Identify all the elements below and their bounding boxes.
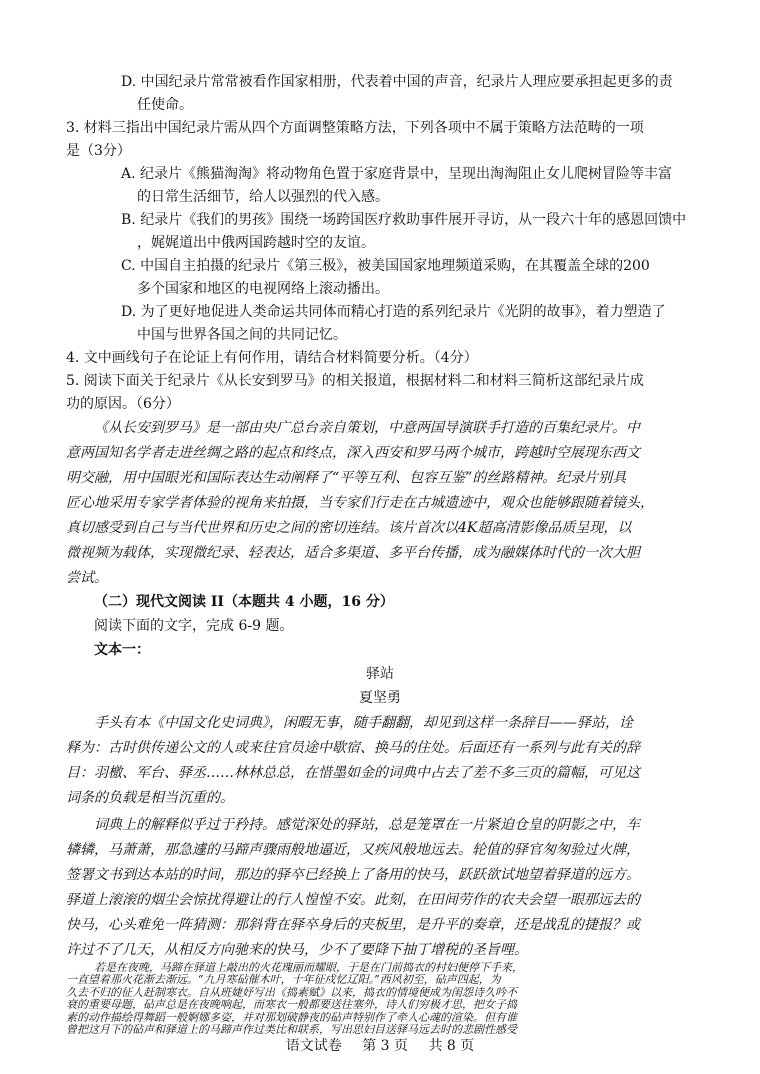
article-para-3-line-4: 衰的重要母题，砧声总是在夜晚响起，而寒衣一般都要送往塞外，诗人们穷极才思，把女子捣 [66,998,517,1012]
article-para-3-line-1: 若是在夜晚，马蹄在驿道上敲出的火花瑰丽而耀眼，于是在门前捣衣的村妇便停下手来， [94,961,523,974]
article-para-2-line-2: 辚辚，马萧萧，那急遽的马蹄声骤雨般地逼近，又疾风般地远去。轮值的驿官匆匆验过火牌， [66,842,640,858]
article-para-3-line-3: 久去不归的征人赶制寒衣。自从班婕妤写出《捣素赋》以来，捣衣的情境便成为闺怨诗久吟不 [66,985,517,999]
article-para-2-line-1: 词典上的解释似乎过于矜持。感觉深处的驿站，总是笼罩在一片紧迫仓皇的阴影之中，车 [94,817,640,833]
article-para-2-line-4: 驿道上滚滚的烟尘会惊扰得避让的行人惶惶不安。此刻，在田间劳作的农夫会望一眼那远去的 [66,892,640,908]
q3-option-c-line-1: C. 中国自主拍摄的纪录片《第三极》，被美国国家地理频道采购，在其覆盖全球的200 [121,258,650,274]
article-para-3-line-5: 素的动作描绘得舞蹈一般婀娜多姿，并对那划破静夜的砧声特别作了牵人心魂的渲染。但有谁 [66,1010,517,1024]
q3-option-a-line-1: A. 纪录片《熊猫淘淘》将动物角色置于家庭背景中，呈现出淘淘阻止女儿爬树冒险等丰富 [121,166,673,182]
q3-stem-line-2: 是（3分） [66,143,131,159]
q5-passage-line-4: 匠心地采用专家学者体验的视角来拍摄，当专家们行走在古城遗迹中，观众也能够跟随着镜头， [66,495,654,511]
q3-option-d-line-2: 中国与世界各国之间的共同记忆。 [137,327,347,343]
article-para-1-line-3: 目：羽檄、军台、驿丞……林林总总，在惜墨如金的词典中占去了差不多三页的篇幅，可见这 [66,765,640,781]
q3-option-c-line-2: 多个国家和地区的电视网络上滚动播出。 [137,281,389,297]
q5-stem-line-1: 5. 阅读下面关于纪录片《从长安到罗马》的相关报道，根据材料二和材料三简析这部纪录片成 [66,373,644,389]
q5-passage-line-2: 意两国知名学者走进丝绸之路的起点和终点，深入西安和罗马两个城市，跨越时空展现东西文 [66,445,640,461]
q5-passage-line-5: 真切感受到自己与当代世界和历史之间的密切连结。该片首次以4K超高清影像品质呈现，以 [66,520,632,536]
article-para-2-line-6: 许过不了几天，从相反方向驰来的快马，少不了要降下抽丁增税的圣旨哩。 [66,942,528,958]
q5-passage-line-1: 《从长安到罗马》是一部由央广总台亲自策划，中意两国导演联手打造的百集纪录片。中 [94,420,640,436]
q5-passage-line-7: 尝试。 [66,570,108,586]
article-para-1-line-2: 释为：古时供传递公文的人或来往官员途中歇宿、换马的住处。后面还有一系列与此有关的辞 [66,740,640,756]
article-title: 驿站 [366,666,394,682]
section-instruction: 阅读下面的文字，完成 6-9 题。 [94,618,294,634]
page-footer [0,1036,760,1056]
article-para-2-line-3: 签署文书到达本站的时间，那边的驿卒已经换上了备用的快马，跃跃欲试地望着驿道的远方。 [66,867,640,883]
article-para-3-line-2: 一直望着那火花渐去渐远。“九月寒砧催木叶，十年征戍忆辽阳。”西风初至，砧声四起，为 [66,973,501,987]
q2-option-d-line-1: D. 中国纪录片常常被看作国家相册，代表着中国的声音，纪录片人理应要承担起更多的责 [121,74,673,90]
q5-passage-line-3: 明交融，用中国眼光和国际表达生动阐释了“平等互利、包容互鉴”的丝路精神。纪录片别具 [66,470,627,486]
q3-option-b-line-1: B. 纪录片《我们的男孩》围绕一场跨国医疗救助事件展开寻访，从一段六十年的感恩回馈中 [121,212,687,228]
q5-stem-line-2: 功的原因。（6分） [66,396,180,412]
text-label: 文本一： [94,642,150,658]
article-author: 夏坚勇 [359,690,401,706]
q2-option-d-line-2: 任使命。 [137,97,193,113]
q4-stem: 4. 文中画线句子在论证上有何作用，请结合材料简要分析。（4分） [66,350,478,366]
footer-total-pages: 共 8 页 [428,1038,475,1054]
article-para-2-line-5: 快马，心头难免一阵猜测：那斜背在驿卒身后的夹板里，是升平的奏章，还是战乱的捷报？或 [66,917,640,933]
article-para-1-line-1: 手头有本《中国文化史词典》，闲暇无事，随手翻翻，却见到这样一条辞目——驿站，诠 [94,715,633,731]
q3-option-a-line-2: 的日常生活细节，给人以强烈的代入感。 [137,189,389,205]
q3-option-d-line-1: D. 为了更好地促进人类命运共同体而精心打造的系列纪录片《光阴的故事》，着力塑造了 [121,304,666,320]
section-heading: （二）现代文阅读 II（本题共 4 小题，16 分） [94,594,394,610]
q5-passage-line-6: 微视频为载体，实现微纪录、轻表达，适合多渠道、多平台传播，成为融媒体时代的一次大胆 [66,545,640,561]
article-para-3-line-6: 曾把这月下的砧声和驿道上的马蹄声作过类比和联系，写出思妇目送驿马远去时的悲剧性感受 [66,1023,517,1036]
article-para-1-line-4: 词条的负载是相当沉重的。 [66,790,234,806]
footer-subject: 语文试卷 [285,1038,342,1054]
q3-stem-line-1: 3. 材料三指出中国纪录片需从四个方面调整策略方法，下列各项中不属于策略方法范畴的一项 [66,120,644,136]
footer-page-number: 第 3 页 [362,1038,408,1054]
q3-option-b-line-2: ，娓娓道出中俄两国跨越时空的友谊。 [137,235,375,251]
